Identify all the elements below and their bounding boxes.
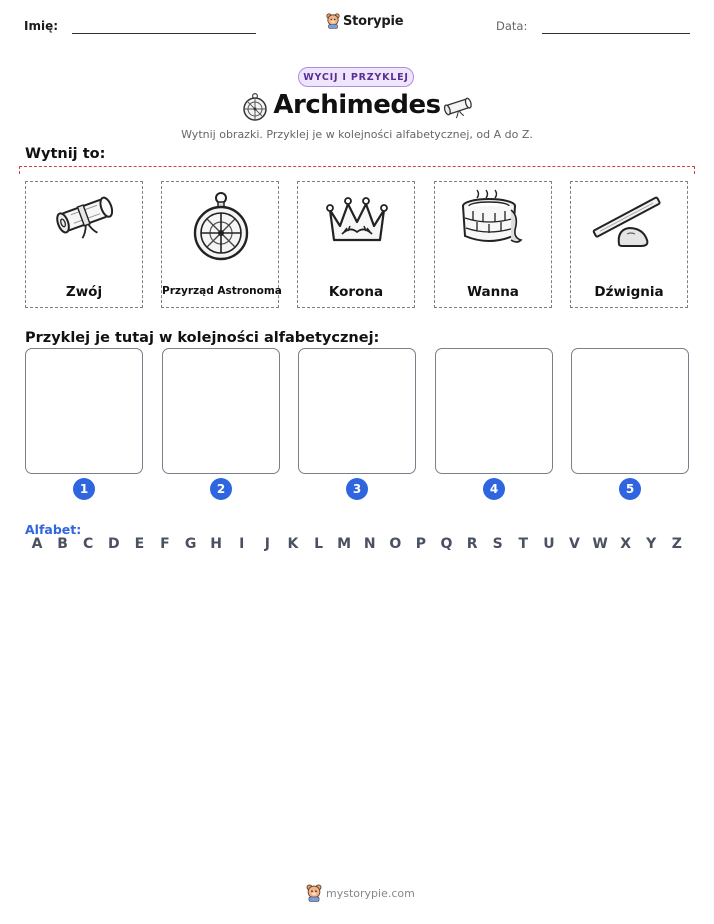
alphabet-letter: H xyxy=(210,536,223,552)
alphabet-letter: X xyxy=(620,536,632,552)
name-line xyxy=(72,33,256,34)
alphabet-letter: B xyxy=(57,536,68,552)
alphabet-letter: T xyxy=(518,536,529,552)
activity-type-badge: WYCIJ I PRZYKLEJ xyxy=(298,67,414,87)
alphabet-letter: E xyxy=(134,536,145,552)
paste-box-2[interactable] xyxy=(162,348,280,474)
position-number: 1 xyxy=(73,478,95,500)
cut-section-heading: Wytnij to: xyxy=(25,146,106,162)
date-line xyxy=(542,33,690,34)
alphabet-letter: J xyxy=(264,536,270,552)
paste-box-5[interactable] xyxy=(571,348,689,474)
alphabet-letter: K xyxy=(287,536,299,552)
cut-card-scroll[interactable] xyxy=(25,181,143,308)
scroll-icon xyxy=(50,188,120,248)
paste-box-1[interactable] xyxy=(25,348,143,474)
alphabet-letter: Q xyxy=(440,536,453,552)
alphabet-letter: Y xyxy=(646,536,657,552)
alphabet-letter: L xyxy=(314,536,323,552)
alphabet-letter: N xyxy=(363,536,376,552)
alphabet-letter: U xyxy=(543,536,555,552)
crown-icon xyxy=(322,188,392,248)
cut-card-label: Dźwignia xyxy=(594,284,664,300)
scroll-icon xyxy=(442,95,474,119)
alphabet-letter: S xyxy=(492,536,503,552)
position-number: 2 xyxy=(210,478,232,500)
paste-box-4[interactable] xyxy=(435,348,553,474)
footer xyxy=(306,884,415,902)
alphabet-label: Alfabet: xyxy=(25,522,82,537)
paste-section-heading: Przyklej je tutaj w kolejności alfabetycznej: xyxy=(25,330,380,346)
cut-card-crown[interactable] xyxy=(297,181,415,308)
cut-card-label: Przyrząd Astronoma xyxy=(162,285,282,297)
instructions: Wytnij obrazki. Przyklej je w kolejności alfabetycznej, od A do Z. xyxy=(181,128,533,141)
alphabet-letter: R xyxy=(466,536,478,552)
bathtub-icon xyxy=(459,188,529,252)
astrolabe-icon xyxy=(186,188,256,268)
bear-mascot-icon xyxy=(326,13,340,29)
alphabet-letter: M xyxy=(337,536,352,552)
cut-card-lever[interactable] xyxy=(570,181,688,308)
alphabet-row xyxy=(25,536,689,552)
bear-mascot-icon xyxy=(306,884,322,902)
position-number: 4 xyxy=(483,478,505,500)
alphabet-letter: A xyxy=(31,536,43,552)
brand-logo xyxy=(326,13,403,29)
page-title: Archimedes xyxy=(273,90,441,120)
alphabet-letter: V xyxy=(569,536,580,552)
lever-icon xyxy=(591,188,661,252)
name-label: Imię: xyxy=(24,19,59,33)
cut-card-label: Wanna xyxy=(467,284,519,300)
date-label: Data: xyxy=(496,19,528,33)
alphabet-letter: O xyxy=(389,536,402,552)
alphabet-letter: P xyxy=(415,536,427,552)
cut-card-label: Korona xyxy=(328,284,384,300)
position-number: 5 xyxy=(619,478,641,500)
alphabet-letter: W xyxy=(592,536,608,552)
alphabet-letter: D xyxy=(107,536,120,552)
alphabet-letter: Z xyxy=(671,536,682,552)
alphabet-letter: F xyxy=(160,536,170,552)
alphabet-letter: C xyxy=(83,536,94,552)
cut-card-astrolabe[interactable] xyxy=(161,181,282,308)
position-number: 3 xyxy=(346,478,368,500)
brand-name: Storypie xyxy=(343,13,404,29)
alphabet-letter: I xyxy=(239,536,245,552)
paste-box-3[interactable] xyxy=(298,348,416,474)
cut-card-label: Zwój xyxy=(65,284,103,300)
cut-card-bathtub[interactable] xyxy=(434,181,552,308)
footer-site-link[interactable]: mystorypie.com xyxy=(326,886,415,900)
cut-guide-line xyxy=(19,166,695,174)
alphabet-letter: G xyxy=(184,536,197,552)
